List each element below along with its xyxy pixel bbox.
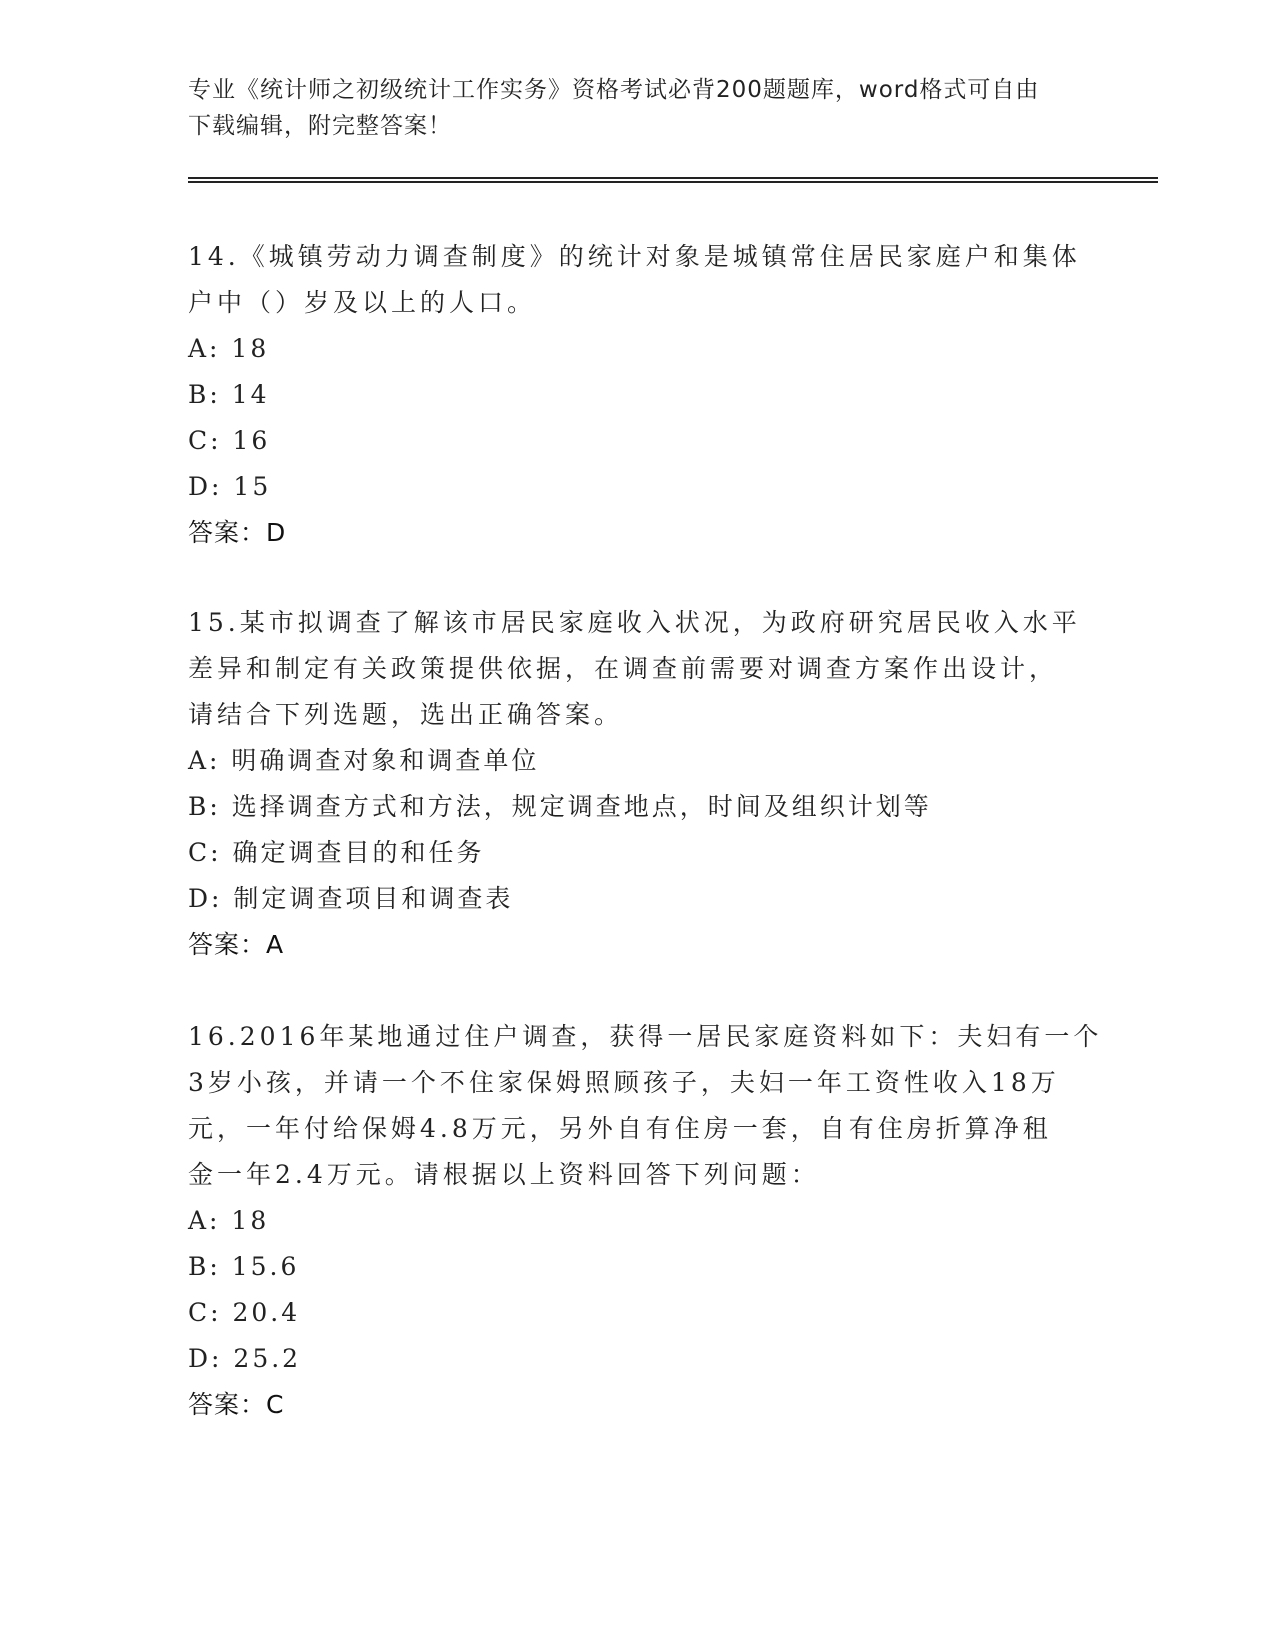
answer-line: 答案：C [188,1390,285,1419]
option-c: C: 20.4 [188,1298,301,1327]
option-c: C: 16 [188,426,271,455]
option-c: C: 确定调查目的和任务 [188,838,485,867]
option-b: B: 15.6 [188,1252,300,1281]
answer-line: 答案：A [188,930,285,959]
answer-line: 答案：D [188,518,287,547]
option-b: B: 选择调查方式和方法，规定调查地点，时间及组织计划等 [188,792,932,821]
question-text-line: 15.某市拟调查了解该市居民家庭收入状况，为政府研究居民收入水平 [188,608,1081,637]
header-line-1: 专业《统计师之初级统计工作实务》资格考试必背200题题库，word格式可自由 [188,77,1040,103]
document-header [188,72,1088,144]
option-a: A: 18 [188,1206,270,1235]
question-text-line: 14.《城镇劳动力调查制度》的统计对象是城镇常住居民家庭户和集体 [188,242,1081,271]
question-15 [188,600,1088,968]
option-b: B: 14 [188,380,270,409]
question-text-line: 16.2016年某地通过住户调查，获得一居民家庭资料如下：夫妇有一个 [188,1022,1103,1051]
header-divider [188,177,1158,183]
option-d: D: 25.2 [188,1344,302,1373]
option-a: A: 明确调查对象和调查单位 [188,746,540,775]
header-line-2: 下载编辑，附完整答案！ [188,113,452,139]
question-text-line: 元，一年付给保姆4.8万元，另外自有住房一套，自有住房折算净租 [188,1114,1052,1143]
option-d: D: 15 [188,472,272,501]
question-text-line: 请结合下列选题，选出正确答案。 [188,700,624,729]
question-16 [188,1014,1103,1428]
option-d: D: 制定调查项目和调查表 [188,884,514,913]
question-text-line: 金一年2.4万元。请根据以上资料回答下列问题： [188,1160,820,1189]
question-14 [188,234,1088,556]
option-a: A: 18 [188,334,270,363]
question-text-line: 3岁小孩，并请一个不住家保姆照顾孩子，夫妇一年工资性收入18万 [188,1068,1060,1097]
question-text-line: 户中（）岁及以上的人口。 [188,288,537,317]
question-text-line: 差异和制定有关政策提供依据，在调查前需要对调查方案作出设计， [188,654,1059,683]
